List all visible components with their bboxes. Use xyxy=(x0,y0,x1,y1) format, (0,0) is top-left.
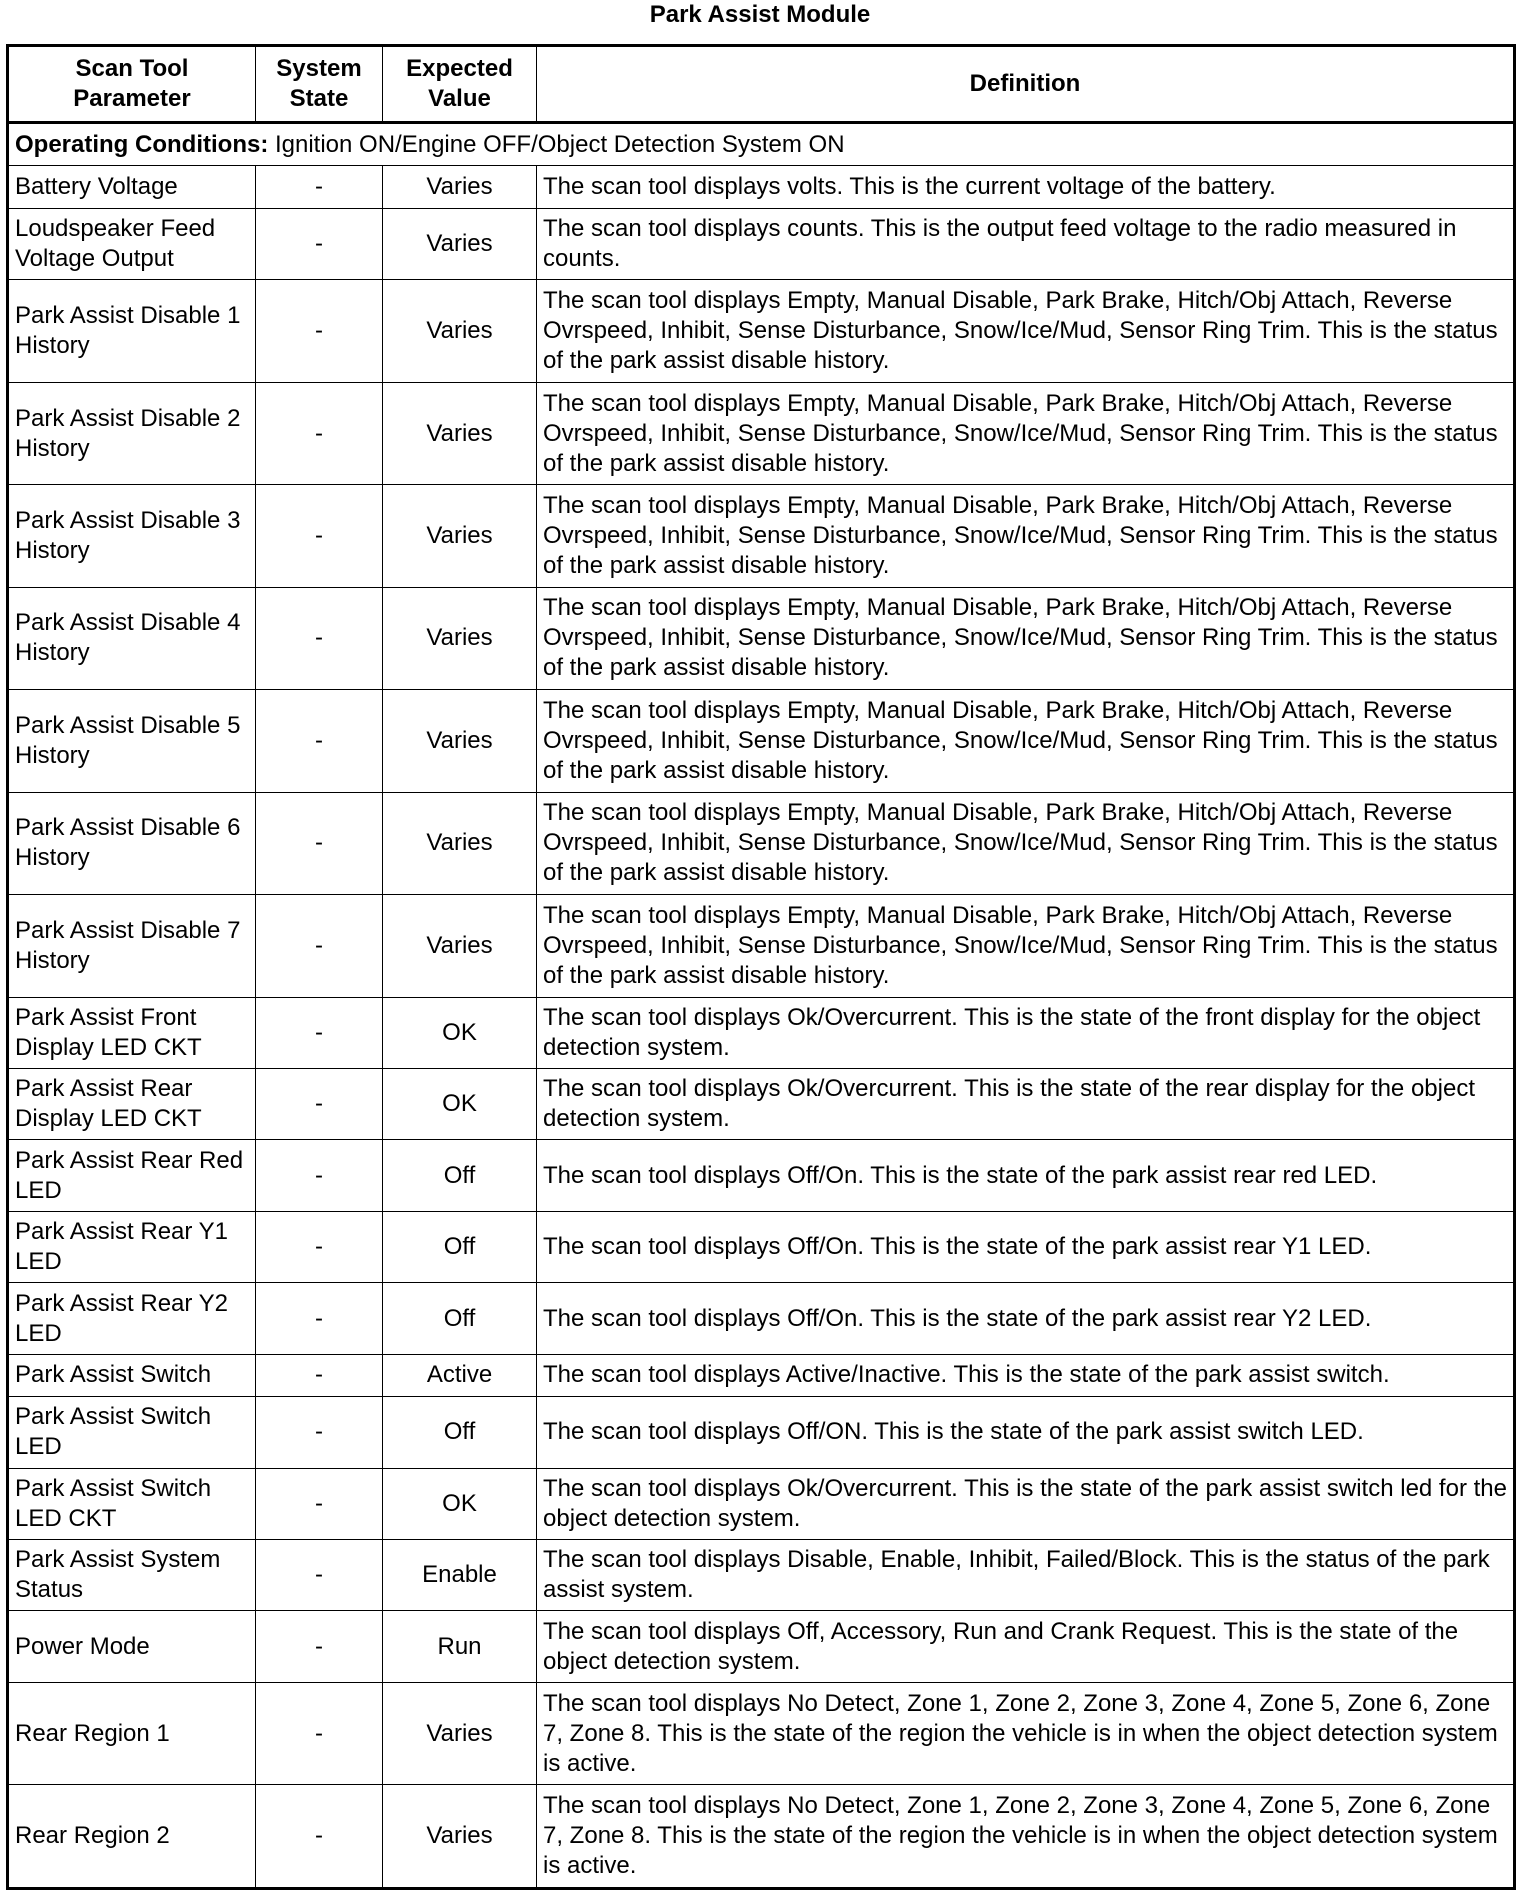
table-row xyxy=(8,997,1515,1068)
table-row xyxy=(8,1682,1515,1784)
definition-cell: The scan tool displays Off/On. This is the state of the park assist rear Y2 LED. xyxy=(537,1283,1515,1354)
parameter-cell: Battery Voltage xyxy=(8,166,256,208)
table-row xyxy=(8,587,1515,689)
table-row xyxy=(8,485,1515,587)
table-row xyxy=(8,1140,1515,1211)
table-row xyxy=(8,690,1515,792)
system-state-cell: - xyxy=(256,997,383,1068)
system-state-cell: - xyxy=(256,1354,383,1396)
system-state-cell: - xyxy=(256,690,383,792)
system-state-cell: - xyxy=(256,166,383,208)
expected-value-cell: Varies xyxy=(383,792,537,894)
definition-cell: The scan tool displays Empty, Manual Disable, Park Brake, Hitch/Obj Attach, Reverse Ovrspeed, Inhibit, Sense Disturbance, Snow/Ice/Mud, Sensor Ring Trim. This is the status of the park assist disable history. xyxy=(537,280,1515,382)
system-state-cell: - xyxy=(256,1283,383,1354)
header-expected-value: Expected Value xyxy=(383,46,537,123)
operating-conditions-text: Ignition ON/Engine OFF/Object Detection System ON xyxy=(268,130,845,158)
table-row xyxy=(8,1354,1515,1396)
system-state-cell: - xyxy=(256,1140,383,1211)
parameter-cell: Park Assist Disable 5 History xyxy=(8,690,256,792)
definition-cell: The scan tool displays Disable, Enable, Inhibit, Failed/Block. This is the status of the park assist system. xyxy=(537,1540,1515,1611)
definition-cell: The scan tool displays Off/On. This is the state of the park assist rear red LED. xyxy=(537,1140,1515,1211)
definition-cell: The scan tool displays Empty, Manual Disable, Park Brake, Hitch/Obj Attach, Reverse Ovrspeed, Inhibit, Sense Disturbance, Snow/Ice/Mud, Sensor Ring Trim. This is the status of the park assist disable history. xyxy=(537,690,1515,792)
table-row xyxy=(8,1611,1515,1682)
parameter-cell: Park Assist Rear Red LED xyxy=(8,1140,256,1211)
expected-value-cell: Varies xyxy=(383,690,537,792)
parameter-cell: Park Assist Switch xyxy=(8,1354,256,1396)
header-system-state: System State xyxy=(256,46,383,123)
parameter-cell: Loudspeaker Feed Voltage Output xyxy=(8,208,256,279)
definition-cell: The scan tool displays Ok/Overcurrent. This is the state of the park assist switch led for the object detection system. xyxy=(537,1468,1515,1539)
system-state-cell: - xyxy=(256,1397,383,1468)
parameter-cell: Park Assist Disable 3 History xyxy=(8,485,256,587)
operating-conditions xyxy=(8,123,1515,166)
parameter-cell: Park Assist Disable 4 History xyxy=(8,587,256,689)
definition-cell: The scan tool displays volts. This is the current voltage of the battery. xyxy=(537,166,1515,208)
expected-value-cell: Varies xyxy=(383,485,537,587)
parameter-cell: Park Assist System Status xyxy=(8,1540,256,1611)
definition-cell: The scan tool displays Empty, Manual Disable, Park Brake, Hitch/Obj Attach, Reverse Ovrspeed, Inhibit, Sense Disturbance, Snow/Ice/Mud, Sensor Ring Trim. This is the status of the park assist disable history. xyxy=(537,792,1515,894)
definition-cell: The scan tool displays Empty, Manual Disable, Park Brake, Hitch/Obj Attach, Reverse Ovrspeed, Inhibit, Sense Disturbance, Snow/Ice/Mud, Sensor Ring Trim. This is the status of the park assist disable history. xyxy=(537,382,1515,484)
table-row xyxy=(8,280,1515,382)
parameter-cell: Park Assist Switch LED CKT xyxy=(8,1468,256,1539)
system-state-cell: - xyxy=(256,1540,383,1611)
system-state-cell: - xyxy=(256,208,383,279)
expected-value-cell: Varies xyxy=(383,382,537,484)
operating-conditions-row xyxy=(8,123,1515,166)
expected-value-cell: Varies xyxy=(383,166,537,208)
table-row xyxy=(8,895,1515,997)
definition-cell: The scan tool displays No Detect, Zone 1, Zone 2, Zone 3, Zone 4, Zone 5, Zone 6, Zone 7, Zone 8. This is the state of the region the vehicle is in when the object detection system is active. xyxy=(537,1682,1515,1784)
definition-cell: The scan tool displays Off/ON. This is the state of the park assist switch LED. xyxy=(537,1397,1515,1468)
definition-cell: The scan tool displays Empty, Manual Disable, Park Brake, Hitch/Obj Attach, Reverse Ovrspeed, Inhibit, Sense Disturbance, Snow/Ice/Mud, Sensor Ring Trim. This is the status of the park assist disable history. xyxy=(537,895,1515,997)
system-state-cell: - xyxy=(256,382,383,484)
definition-cell: The scan tool displays counts. This is the output feed voltage to the radio measured in counts. xyxy=(537,208,1515,279)
expected-value-cell: OK xyxy=(383,1468,537,1539)
parameter-cell: Park Assist Rear Y1 LED xyxy=(8,1211,256,1282)
table-row xyxy=(8,1785,1515,1889)
expected-value-cell: Varies xyxy=(383,895,537,997)
parameter-cell: Park Assist Disable 6 History xyxy=(8,792,256,894)
definition-cell: The scan tool displays Active/Inactive. This is the state of the park assist switch. xyxy=(537,1354,1515,1396)
system-state-cell: - xyxy=(256,1682,383,1784)
parameter-cell: Park Assist Rear Display LED CKT xyxy=(8,1069,256,1140)
parameter-cell: Rear Region 2 xyxy=(8,1785,256,1889)
system-state-cell: - xyxy=(256,1211,383,1282)
definition-cell: The scan tool displays Empty, Manual Disable, Park Brake, Hitch/Obj Attach, Reverse Ovrspeed, Inhibit, Sense Disturbance, Snow/Ice/Mud, Sensor Ring Trim. This is the status of the park assist disable history. xyxy=(537,587,1515,689)
expected-value-cell: Varies xyxy=(383,208,537,279)
expected-value-cell: Varies xyxy=(383,1785,537,1889)
table-row xyxy=(8,1283,1515,1354)
system-state-cell: - xyxy=(256,1611,383,1682)
expected-value-cell: OK xyxy=(383,997,537,1068)
system-state-cell: - xyxy=(256,1785,383,1889)
parameter-cell: Park Assist Rear Y2 LED xyxy=(8,1283,256,1354)
expected-value-cell: Active xyxy=(383,1354,537,1396)
expected-value-cell: Off xyxy=(383,1140,537,1211)
expected-value-cell: Off xyxy=(383,1283,537,1354)
parameter-cell: Rear Region 1 xyxy=(8,1682,256,1784)
definition-cell: The scan tool displays Ok/Overcurrent. This is the state of the front display for the object detection system. xyxy=(537,997,1515,1068)
table-row xyxy=(8,166,1515,208)
table-row xyxy=(8,1069,1515,1140)
system-state-cell: - xyxy=(256,895,383,997)
table-row xyxy=(8,1468,1515,1539)
table-row xyxy=(8,1540,1515,1611)
definition-cell: The scan tool displays Off/On. This is the state of the park assist rear Y1 LED. xyxy=(537,1211,1515,1282)
header-parameter: Scan Tool Parameter xyxy=(8,46,256,123)
parameter-cell: Park Assist Front Display LED CKT xyxy=(8,997,256,1068)
system-state-cell: - xyxy=(256,1468,383,1539)
parameter-cell: Park Assist Switch LED xyxy=(8,1397,256,1468)
system-state-cell: - xyxy=(256,587,383,689)
system-state-cell: - xyxy=(256,1069,383,1140)
table-row xyxy=(8,208,1515,279)
definition-cell: The scan tool displays No Detect, Zone 1, Zone 2, Zone 3, Zone 4, Zone 5, Zone 6, Zone 7, Zone 8. This is the state of the region the vehicle is in when the object detection system is active. xyxy=(537,1785,1515,1889)
system-state-cell: - xyxy=(256,792,383,894)
parameter-cell: Park Assist Disable 7 History xyxy=(8,895,256,997)
table-row xyxy=(8,792,1515,894)
system-state-cell: - xyxy=(256,485,383,587)
system-state-cell: - xyxy=(256,280,383,382)
page-title: Park Assist Module xyxy=(649,1,871,28)
expected-value-cell: Varies xyxy=(383,1682,537,1784)
expected-value-cell: Off xyxy=(383,1211,537,1282)
operating-conditions-label: Operating Conditions: xyxy=(15,130,269,158)
parameter-cell: Power Mode xyxy=(8,1611,256,1682)
expected-value-cell: Varies xyxy=(383,587,537,689)
table-row xyxy=(8,382,1515,484)
header-row xyxy=(8,46,1515,123)
table-row xyxy=(8,1397,1515,1468)
expected-value-cell: Varies xyxy=(383,280,537,382)
parameter-cell: Park Assist Disable 2 History xyxy=(8,382,256,484)
expected-value-cell: Run xyxy=(383,1611,537,1682)
parameter-cell: Park Assist Disable 1 History xyxy=(8,280,256,382)
header-definition: Definition xyxy=(537,46,1515,123)
definition-cell: The scan tool displays Ok/Overcurrent. This is the state of the rear display for the object detection system. xyxy=(537,1069,1515,1140)
expected-value-cell: OK xyxy=(383,1069,537,1140)
definition-cell: The scan tool displays Empty, Manual Disable, Park Brake, Hitch/Obj Attach, Reverse Ovrspeed, Inhibit, Sense Disturbance, Snow/Ice/Mud, Sensor Ring Trim. This is the status of the park assist disable history. xyxy=(537,485,1515,587)
expected-value-cell: Off xyxy=(383,1397,537,1468)
definition-cell: The scan tool displays Off, Accessory, Run and Crank Request. This is the state of the object detection system. xyxy=(537,1611,1515,1682)
table-row xyxy=(8,1211,1515,1282)
expected-value-cell: Enable xyxy=(383,1540,537,1611)
parameter-table xyxy=(6,44,1516,1890)
